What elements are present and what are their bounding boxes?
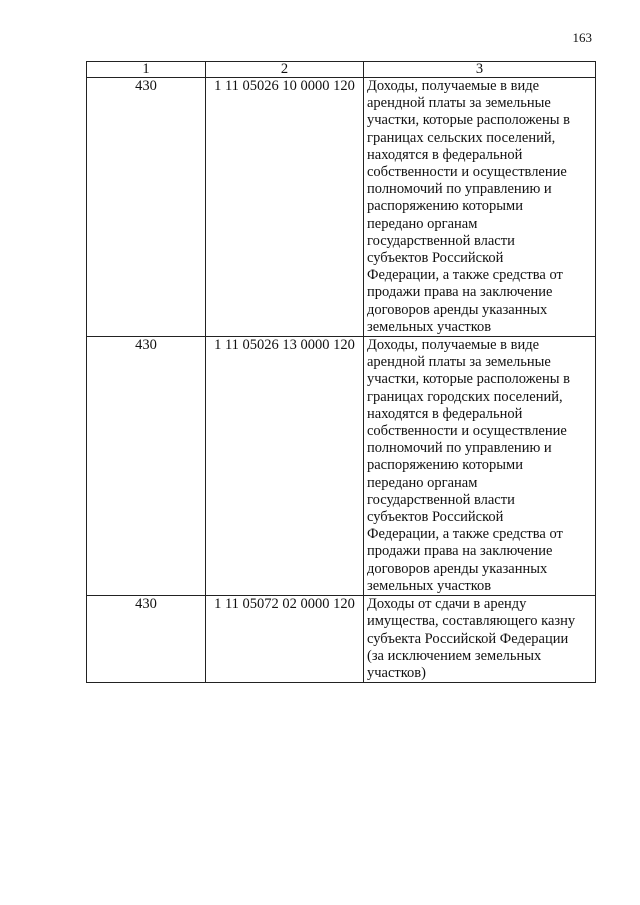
description-line: договоров аренды указанных <box>367 301 548 318</box>
cell-admin-code: 430 <box>87 337 206 596</box>
cell-admin-code: 430 <box>87 78 206 337</box>
description-line: собственности и осуществление <box>367 164 567 181</box>
table-row <box>87 78 596 337</box>
description-line: участки, которые расположены в <box>367 112 570 129</box>
description-line: границах городских поселений, <box>367 388 563 405</box>
cell-revenue-code: 1 11 05026 10 0000 120 <box>206 78 364 337</box>
description-line: распоряжению которыми <box>367 457 523 474</box>
column-header-3: 3 <box>364 62 596 78</box>
cell-revenue-description <box>364 78 596 337</box>
description-line: Федерации, а также средства от <box>367 267 563 284</box>
description-line: имущества, составляющего казну <box>367 613 576 630</box>
description-line: участки, которые расположены в <box>367 371 570 388</box>
description-line: Доходы от сдачи в аренду <box>367 596 527 613</box>
description-line: участков) <box>367 664 426 681</box>
cell-revenue-code: 1 11 05026 13 0000 120 <box>206 337 364 596</box>
description-line: передано органам <box>367 474 478 491</box>
cell-admin-code: 430 <box>87 596 206 683</box>
description-line: земельных участков <box>367 577 492 594</box>
cell-revenue-description <box>364 596 596 683</box>
description-line: Доходы, получаемые в виде <box>367 78 540 94</box>
description-line: продажи права на заключение <box>367 284 553 301</box>
table-row <box>87 596 596 683</box>
description-line: арендной платы за земельные <box>367 354 551 371</box>
description-line: государственной власти <box>367 232 515 249</box>
cell-revenue-description <box>364 337 596 596</box>
table-body <box>87 78 596 683</box>
description-line: субъектов Российской <box>367 250 504 267</box>
description-line: государственной власти <box>367 491 515 508</box>
table-row <box>87 337 596 596</box>
page-number: 163 <box>572 30 592 45</box>
table-header-row <box>87 62 596 78</box>
description-line: полномочий по управлению и <box>367 440 552 457</box>
description-line: распоряжению которыми <box>367 198 523 215</box>
description-line: полномочий по управлению и <box>367 181 552 198</box>
description-line: находятся в федеральной <box>367 405 523 422</box>
description-line: земельных участков <box>367 318 492 335</box>
description-line: границах сельских поселений, <box>367 129 556 146</box>
description-line: арендной платы за земельные <box>367 95 551 112</box>
description-line: продажи права на заключение <box>367 543 553 560</box>
description-line: (за исключением земельных <box>367 647 542 664</box>
description-line: собственности и осуществление <box>367 423 567 440</box>
cell-revenue-code: 1 11 05072 02 0000 120 <box>206 596 364 683</box>
description-line: Федерации, а также средства от <box>367 526 563 543</box>
description-line: находятся в федеральной <box>367 146 523 163</box>
column-header-2: 2 <box>206 62 364 78</box>
description-line: передано органам <box>367 215 478 232</box>
description-line: субъектов Российской <box>367 509 504 526</box>
description-line: Доходы, получаемые в виде <box>367 337 540 354</box>
revenue-codes-table <box>86 61 596 683</box>
column-header-1: 1 <box>87 62 206 78</box>
description-line: договоров аренды указанных <box>367 560 548 577</box>
description-line: субъекта Российской Федерации <box>367 630 569 647</box>
